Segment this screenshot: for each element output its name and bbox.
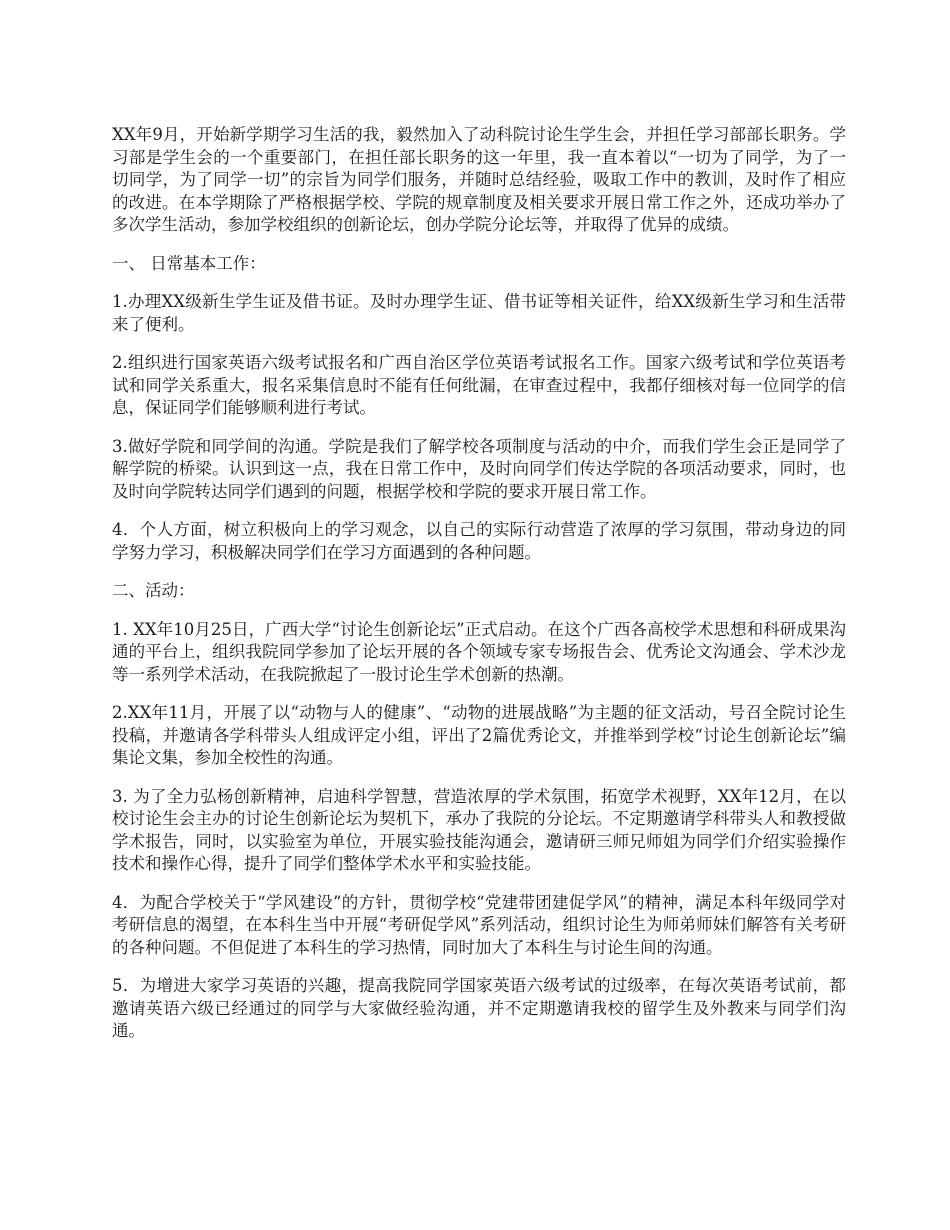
activity-item-3: 3. 为了全力弘杨创新精神，启迪科学智慧，营造浓厚的学术氛围，拓宽学术视野，XX年12月，在以校讨论生会主办的讨论生创新论坛为契机下，承办了我院的分论坛。不定期邀请学科带头人和教授做学术报告，同时，以实验室为单位，开展实验技能沟通会，邀请研三师兄师姐为同学们介绍实验操作技术和操作心得，提升了同学们整体学术水平和实验技能。 (112, 786, 846, 873)
daily-work-item-4: 4．个人方面，树立积极向上的学习观念，以自己的实际行动营造了浓厚的学习氛围，带动身边的同学努力学习，积极解决同学们在学习方面遇到的各种问题。 (112, 520, 846, 562)
daily-work-item-1: 1.办理XX级新生学生证及借书证。及时办理学生证、借书证等相关证件，给XX级新生学习和生活带来了便利。 (112, 292, 846, 334)
intro-paragraph: XX年9月，开始新学期学习生活的我，毅然加入了动科院讨论生学生会，并担任学习部部长职务。学习部是学生会的一个重要部门，在担任部长职务的这一年里，我一直本着以“一切为了同学，为了一切同学，为了同学一切”的宗旨为同学们服务，并随时总结经验，吸取工作中的教训，及时作了相应的改进。在本学期除了严格根据学校、学院的规章制度及相关要求开展日常工作之外，还成功举办了多次学生活动，参加学校组织的创新论坛，创办学院分论坛等，并取得了优异的成绩。 (112, 125, 846, 234)
daily-work-item-2: 2.组织进行国家英语六级考试报名和广西自治区学位英语考试报名工作。国家六级考试和学位英语考试和同学关系重大，报名采集信息时不能有任何纰漏，在审查过程中，我都仔细核对每一位同学的信息，保证同学们能够顺利进行考试。 (112, 353, 846, 417)
section-heading-activities: 二、活动： (112, 581, 195, 600)
activity-item-5: 5．为增进大家学习英语的兴趣，提高我院同学国家英语六级考试的过级率，在每次英语考试前，都邀请英语六级已经通过的同学与大家做经验沟通，并不定期邀请我校的留学生及外教来与同学们沟通。 (112, 976, 846, 1040)
daily-work-item-3: 3.做好学院和同学间的沟通。学院是我们了解学校各项制度与活动的中介，而我们学生会正是同学了解学院的桥梁。认识到这一点，我在日常工作中，及时向同学们传达学院的各项活动要求，同时，也及时向学院转达同学们遇到的问题，根据学校和学院的要求开展日常工作。 (112, 436, 846, 501)
document-body (112, 124, 846, 1059)
activity-item-4: 4．为配合学校关于“学风建设”的方针，贯彻学校“党建带团建促学风”的精神，满足本科年级同学对考研信息的渴望，在本科生当中开展“考研促学风”系列活动，组织讨论生为师弟师妹们解答有关考研的各种问题。不但促进了本科生的学习热情，同时加大了本科生与讨论生间的沟通。 (112, 892, 846, 957)
activity-item-1: 1. XX年10月25日，广西大学“讨论生创新论坛”正式启动。在这个广西各高校学术思想和科研成果沟通的平台上，组织我院同学参加了论坛开展的各个领域专家专场报告会、优秀论文沟通会、学术沙龙等一系列学术活动，在我院掀起了一股讨论生学术创新的热潮。 (112, 619, 846, 684)
activity-item-2: 2.XX年11月，开展了以“动物与人的健康”、“动物的进展战略”为主题的征文活动，号召全院讨论生投稿，并邀请各学科带头人组成评定小组，评出了2篇优秀论文，并推举到学校“讨论生创新论坛”编集论文集，参加全校性的沟通。 (112, 703, 846, 767)
section-heading-daily-work: 一、 日常基本工作： (112, 253, 266, 273)
